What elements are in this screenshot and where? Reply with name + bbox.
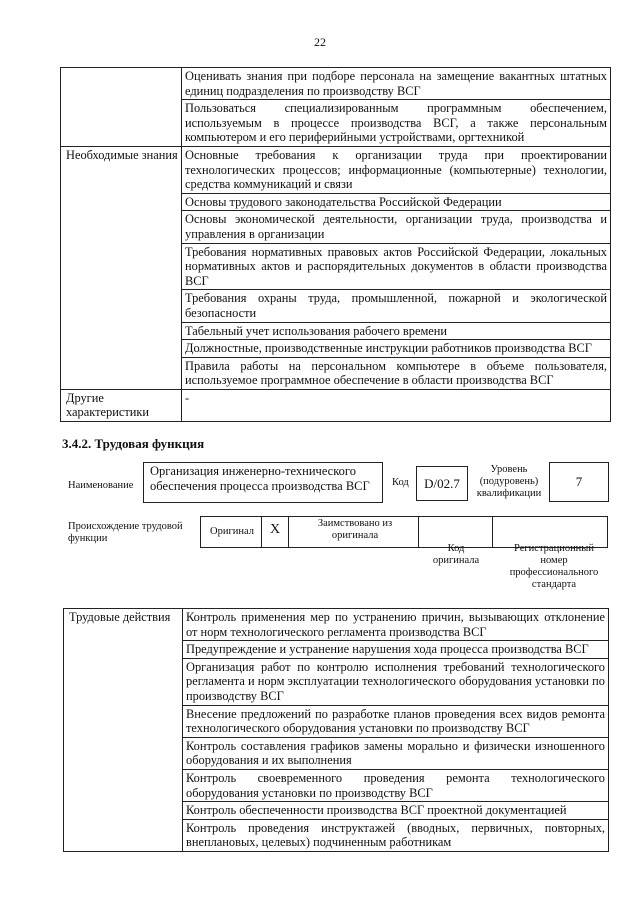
row-item: Оценивать знания при подборе персонала на замещение вакантных штатных единиц подразделения по производству ВСГ bbox=[182, 68, 611, 100]
code-original-caption: Код оригинала bbox=[432, 543, 480, 566]
table-row bbox=[61, 68, 611, 100]
code-label: Код bbox=[392, 477, 409, 488]
table-row bbox=[61, 146, 611, 193]
row-item: Пользоваться специализированным программным обеспечением, используемым в процессе производства ВСГ, а также персональным компьютером и его периферийными устройствами, оргтехникой bbox=[182, 100, 611, 147]
row-label: Другие характеристики bbox=[61, 389, 182, 421]
origin-mark: X bbox=[269, 522, 281, 537]
code-value: D/02.7 bbox=[424, 476, 460, 491]
row-item: Контроль своевременного проведения ремонта технологического оборудования установки по производству ВСГ bbox=[183, 769, 609, 801]
row-label bbox=[61, 68, 182, 147]
knowledge-table bbox=[60, 67, 611, 422]
page-number: 22 bbox=[314, 35, 326, 49]
level-label: Уровень (подуровень) квалификации bbox=[476, 464, 542, 499]
row-item: Предупреждение и устранение нарушения хода процесса производства ВСГ bbox=[183, 641, 609, 659]
origin-original: Оригинал bbox=[210, 526, 254, 537]
row-item: Правила работы на персональном компьютере в объеме пользователя, используемое программное обеспечение в области производства ВСГ bbox=[182, 357, 611, 389]
row-label: Трудовые действия bbox=[64, 609, 183, 852]
row-item: Требования охраны труда, промышленной, пожарной и экологической безопасности bbox=[182, 290, 611, 322]
row-item: Табельный учет использования рабочего времени bbox=[182, 322, 611, 340]
code-value-box bbox=[416, 466, 468, 501]
row-item: Основные требования к организации труда при проектировании технологических процессов; информационные (компьютерные) технологии, средства коммуникаций и связи bbox=[182, 146, 611, 193]
work-actions-table bbox=[63, 608, 609, 852]
section-title: Трудовая функция bbox=[94, 436, 205, 451]
row-item: - bbox=[182, 389, 611, 421]
origin-label: Происхождение трудовой функции bbox=[68, 521, 183, 544]
section-heading bbox=[62, 436, 204, 452]
row-item: Контроль составления графиков замены морально и физически изношенного оборудования и их выполнения bbox=[183, 737, 609, 769]
section-number: 3.4.2. bbox=[62, 436, 92, 451]
row-item: Контроль применения мер по устранению причин, вызывающих отклонение от норм технологического регламента производства ВСГ bbox=[183, 609, 609, 641]
row-item: Основы трудового законодательства Российской Федерации bbox=[182, 193, 611, 211]
reg-number-caption: Регистрационный номер профессионального стандарта bbox=[509, 543, 599, 590]
row-item: Контроль проведения инструктажей (вводных, первичных, повторных, внеплановых, целевых) подчиненным работникам bbox=[183, 819, 609, 851]
table-row bbox=[61, 389, 611, 421]
row-item: Должностные, производственные инструкции работников производства ВСГ bbox=[182, 340, 611, 358]
name-value-box bbox=[143, 462, 383, 503]
name-value: Организация инженерно-технического обеспечения процесса производства ВСГ bbox=[150, 464, 370, 493]
row-item: Требования нормативных правовых актов Российской Федерации, локальных нормативных актов и распорядительных документов в области производства ВСГ bbox=[182, 243, 611, 290]
table-row bbox=[64, 609, 609, 641]
row-item: Основы экономической деятельности, организации труда, производства и управления в организации bbox=[182, 211, 611, 243]
row-label: Необходимые знания bbox=[61, 146, 182, 389]
row-item: Внесение предложений по разработке планов проведения всех видов ремонта технологического оборудования установки по производству ВСГ bbox=[183, 705, 609, 737]
level-value: 7 bbox=[575, 474, 583, 489]
name-label: Наименование bbox=[68, 480, 134, 491]
level-value-box bbox=[549, 462, 609, 502]
origin-borrowed: Заимствовано из оригинала bbox=[317, 518, 393, 541]
row-item: Организация работ по контролю исполнения требований технологического регламента и норм эксплуатации технологического оборудования установки по производству ВСГ bbox=[183, 658, 609, 705]
row-item: Контроль обеспеченности производства ВСГ проектной документацией bbox=[183, 802, 609, 820]
